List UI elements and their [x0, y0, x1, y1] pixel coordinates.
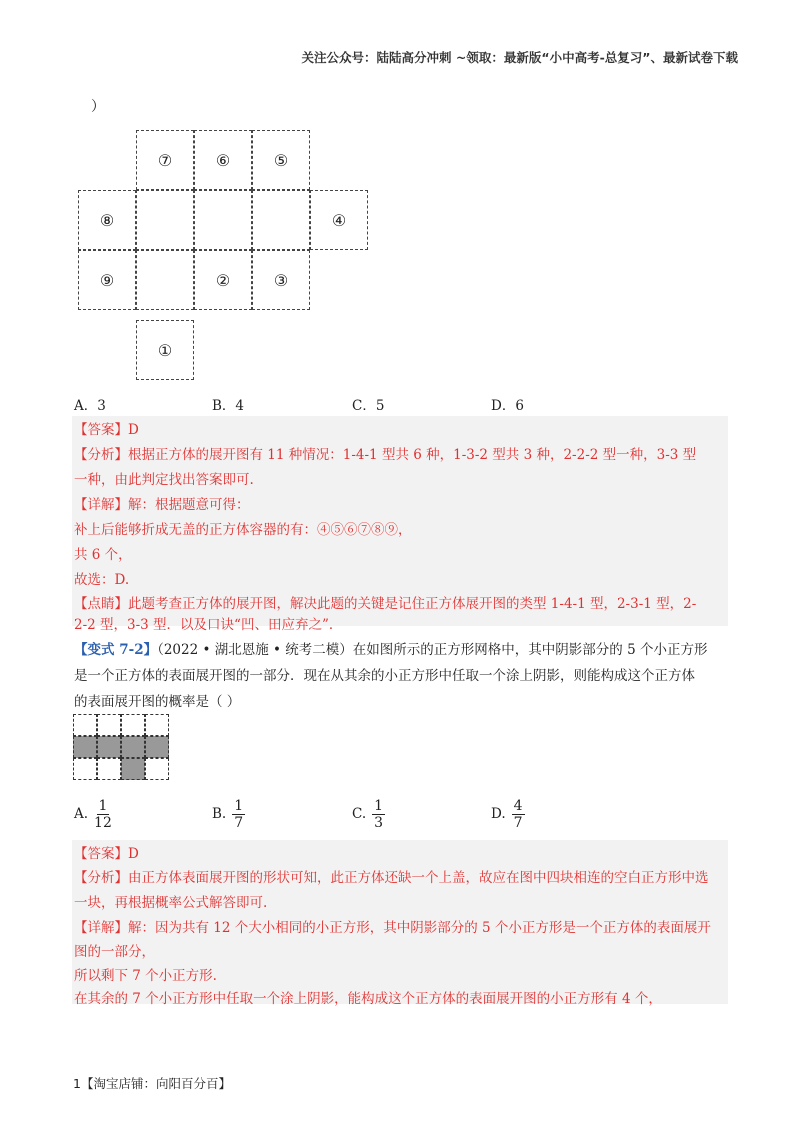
detail-line-3: 共 6 个， — [74, 547, 132, 563]
shaded-square — [73, 736, 97, 758]
numerator: 1 — [374, 798, 384, 814]
grid-cell: ② — [194, 250, 252, 310]
analysis-line-q2-2: 一块，再根据概率公式解答即可. — [74, 895, 268, 911]
analysis-line — [74, 443, 696, 463]
detail-tag: 【详解】 — [74, 920, 128, 936]
comment-line-2: 2-2 型，3-3 型．以及口诀“凹、田应弃之”． — [74, 617, 343, 633]
comment-line — [74, 592, 696, 612]
analysis-text: 由正方体表面展开图的形状可知，此正方体还缺一个上盖，故应在图中四块相连的空白正方形中选 — [128, 870, 709, 886]
option-c: C．5 — [352, 398, 385, 414]
question-paren: ） — [91, 99, 105, 115]
detail-text: 解：因为共有 12 个大小相同的小正方形，其中阴影部分的 5 个小正方形是一个正方体的表面展开 — [128, 920, 711, 936]
shaded-square — [121, 736, 145, 758]
page-header: 关注公众号：陆陆高分冲刺 ~领取：最新版“小中高考-总复习”、最新试卷下载 — [301, 50, 738, 65]
option-label: B. — [212, 806, 227, 822]
numerator: 4 — [513, 798, 523, 814]
detail-line-q2-3: 所以剩下 7 个小正方形. — [74, 968, 217, 984]
q2-text: （2022 • 湖北恩施 • 统考二模）在如图所示的正方形网格中，其中阴影部分的 5 个小正方形 — [157, 642, 708, 658]
q2-tag: 【变式 7-2】 — [74, 642, 158, 658]
numerator: 1 — [98, 798, 108, 814]
probability-grid-figure — [73, 714, 169, 780]
fraction — [372, 798, 385, 831]
answer-value: D — [128, 846, 139, 862]
option-b: B．4 — [212, 398, 245, 414]
grid-cell — [136, 190, 194, 250]
page-footer: 1【淘宝店铺：向阳百分百】 — [73, 1076, 231, 1091]
q2-stem-line-2: 是一个正方体的表面展开图的一部分．现在从其余的小正方形中任取一个涂上阴影，则能构成这个正方体 — [74, 668, 695, 684]
grid-cell: ④ — [310, 190, 368, 250]
option-label: C. — [352, 806, 367, 822]
option-a: A．3 — [74, 398, 106, 414]
answer-line-2 — [74, 842, 139, 862]
blank-square — [97, 714, 121, 736]
detail-text: 解：根据题意可得： — [128, 497, 250, 513]
analysis-line-2: 一种，由此判定找出答案即可. — [74, 472, 254, 488]
denominator: 3 — [374, 815, 384, 831]
answer-line — [74, 418, 139, 438]
denominator: 7 — [234, 815, 244, 831]
q2-option-d — [491, 798, 525, 831]
comment-tag: 【点睛】 — [74, 596, 128, 612]
fraction — [94, 798, 112, 831]
detail-line-4: 故选：D. — [74, 572, 130, 588]
analysis-tag: 【分析】 — [74, 870, 128, 886]
shaded-square — [97, 736, 121, 758]
grid-cell — [194, 190, 252, 250]
denominator: 7 — [513, 815, 523, 831]
q2-option-c — [352, 798, 385, 831]
denominator: 12 — [94, 815, 112, 831]
comment-text: 此题考查正方体的展开图，解决此题的关键是记住正方体展开图的类型 1-4-1 型，2-3-1 型，2- — [128, 596, 697, 612]
option-label: D. — [491, 806, 506, 822]
grid-cell — [136, 250, 194, 310]
answer-value: D — [128, 422, 139, 438]
answer-tag: 【答案】 — [74, 846, 128, 862]
detail-line — [74, 493, 250, 513]
q2-option-b — [212, 798, 245, 831]
grid-cell: ⑦ — [136, 130, 194, 190]
blank-square — [73, 714, 97, 736]
option-label: A. — [74, 806, 89, 822]
blank-square — [145, 714, 169, 736]
analysis-text: 根据正方体的展开图有 11 种情况：1-4-1 型共 6 种，1-3-2 型共 3 种，2-2-2 型一种，3-3 型 — [128, 447, 697, 463]
option-d: D．6 — [491, 398, 524, 414]
answer-tag: 【答案】 — [74, 422, 128, 438]
numerator: 1 — [234, 798, 244, 814]
grid-cell: ⑥ — [194, 130, 252, 190]
grid-cell: ⑧ — [78, 190, 136, 250]
fraction — [232, 798, 245, 831]
analysis-line-q2 — [74, 866, 709, 886]
detail-line-q2-2: 图的一部分， — [74, 944, 155, 960]
grid-cell: ⑤ — [252, 130, 310, 190]
q2-option-a — [74, 798, 112, 831]
shaded-square — [145, 736, 169, 758]
grid-cell — [252, 190, 310, 250]
blank-square — [145, 758, 169, 780]
q2-stem-line-1 — [74, 638, 707, 658]
shaded-square — [121, 758, 145, 780]
detail-line-q2 — [74, 916, 711, 936]
blank-square — [121, 714, 145, 736]
grid-cell: ⑨ — [78, 250, 136, 310]
grid-cell: ① — [136, 320, 194, 380]
analysis-tag: 【分析】 — [74, 447, 128, 463]
blank-square — [73, 758, 97, 780]
fraction — [512, 798, 525, 831]
q2-stem-line-3: 的表面展开图的概率是（ ） — [74, 694, 241, 710]
grid-cell: ③ — [252, 250, 310, 310]
detail-line-q2-4: 在其余的 7 个小正方形中任取一个涂上阴影，能构成这个正方体的表面展开图的小正方形有 4 个， — [74, 991, 662, 1007]
detail-tag: 【详解】 — [74, 497, 128, 513]
blank-square — [97, 758, 121, 780]
detail-line-2: 补上后能够折成无盖的正方体容器的有：④⑤⑥⑦⑧⑨， — [74, 522, 412, 538]
